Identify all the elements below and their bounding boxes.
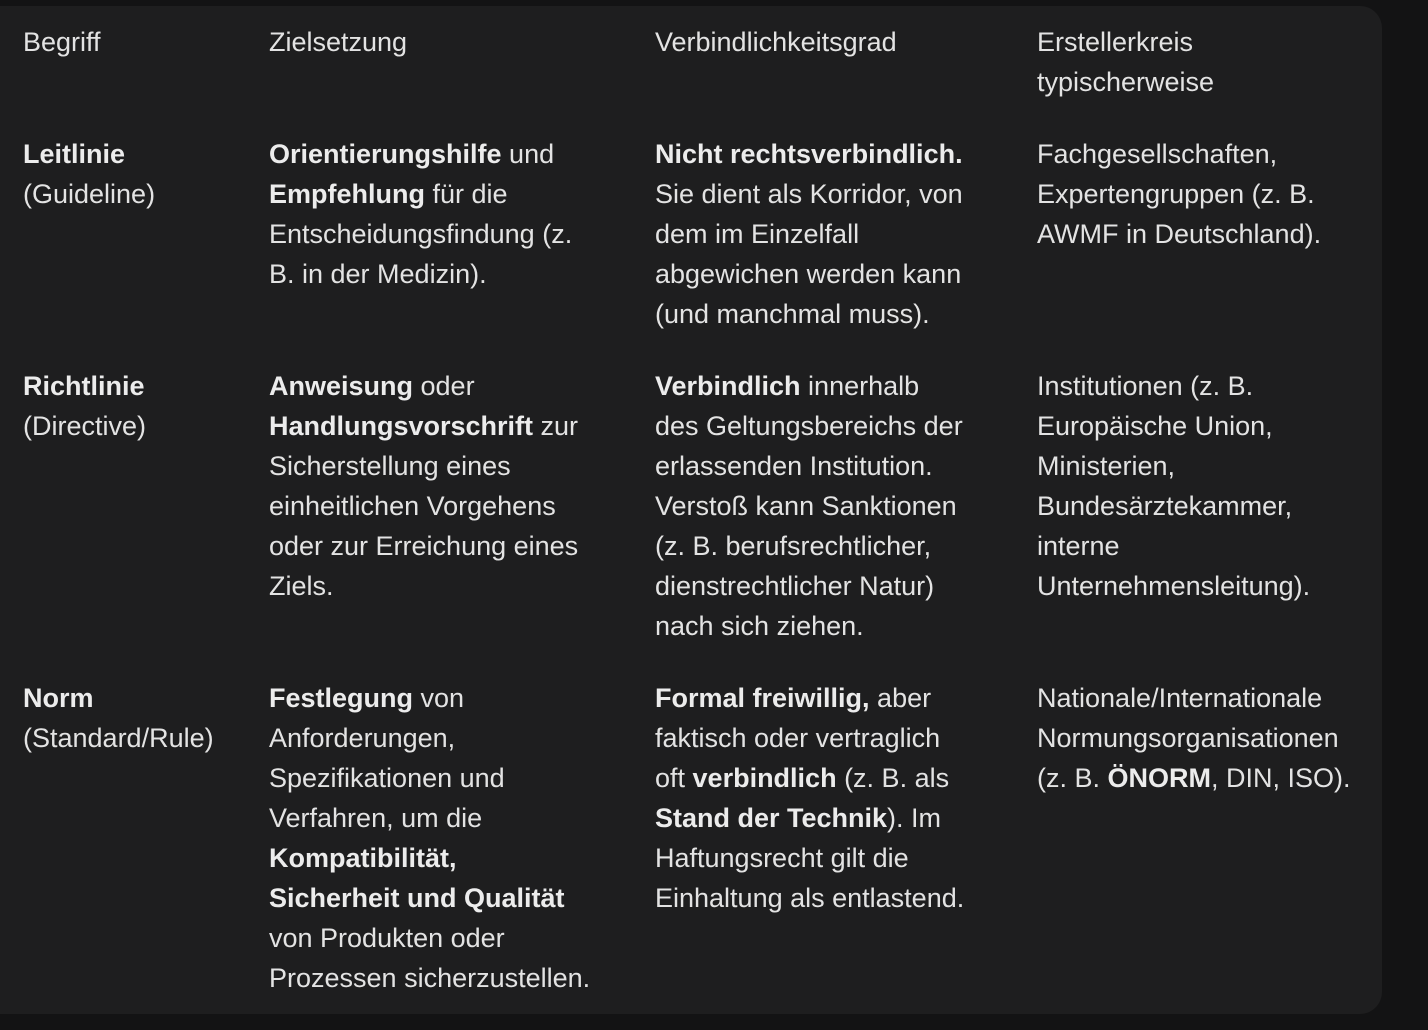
text: (z. B. — [1037, 763, 1108, 793]
cell-line — [1037, 678, 1368, 718]
text: des Geltungsbereichs der — [655, 411, 963, 441]
table-row — [23, 134, 1368, 334]
cell-line — [269, 254, 645, 294]
cell-line — [655, 566, 1027, 606]
text: B. in der Medizin). — [269, 259, 487, 289]
text: Verfahren, um die — [269, 803, 483, 833]
text: Anforderungen, — [269, 723, 456, 753]
text: (z. B. berufsrechtlicher, — [655, 531, 932, 561]
cell-line — [655, 758, 1027, 798]
text: Nationale/Internationale — [1037, 683, 1323, 713]
bold-text: Kompatibilität, — [269, 843, 457, 873]
table-row — [23, 678, 1368, 998]
cell-line — [655, 254, 1027, 294]
cell-erstellerkreis — [1037, 134, 1368, 254]
cell-line — [269, 718, 645, 758]
cell-line — [1037, 566, 1368, 606]
bold-text: Norm — [23, 683, 94, 713]
bold-text: Leitlinie — [23, 139, 126, 169]
cell-line — [269, 798, 645, 838]
header-erstellerkreis: Erstellerkreis typischerweise — [1037, 27, 1215, 97]
cell-line — [269, 526, 645, 566]
cell-zielsetzung — [269, 678, 655, 998]
text: Normungsorganisationen — [1037, 723, 1339, 753]
cell-line — [655, 294, 1027, 334]
text: Europäische Union, — [1037, 411, 1273, 441]
text: von — [413, 683, 465, 713]
header-begriff: Begriff — [23, 27, 101, 57]
text: innerhalb — [800, 371, 920, 401]
text: Institutionen (z. B. — [1037, 371, 1254, 401]
text: oft — [655, 763, 693, 793]
table-row — [23, 366, 1368, 646]
cell-begriff — [23, 678, 269, 758]
cell-line — [269, 958, 645, 998]
cell-line — [655, 526, 1027, 566]
cell-zielsetzung — [269, 134, 655, 294]
bold-text: Sicherheit und Qualität — [269, 883, 565, 913]
text: faktisch oder vertraglich — [655, 723, 941, 753]
text: (Standard/Rule) — [23, 723, 214, 753]
cell-line — [269, 214, 645, 254]
bold-text: Handlungsvorschrift — [269, 411, 534, 441]
comparison-table — [23, 22, 1368, 1030]
cell-begriff — [23, 366, 269, 446]
text: , DIN, ISO). — [1211, 763, 1351, 793]
text: Bundesärztekammer, — [1037, 491, 1293, 521]
cell-line — [269, 918, 645, 958]
text: für die — [425, 179, 508, 209]
bold-text: ÖNORM — [1107, 763, 1212, 793]
bold-text: verbindlich — [692, 763, 837, 793]
text: Entscheidungsfindung (z. — [269, 219, 573, 249]
text: Ziels. — [269, 571, 334, 601]
text: (und manchmal muss). — [655, 299, 930, 329]
cell-verbindlichkeitsgrad — [655, 678, 1037, 918]
text: dienstrechtlicher Natur) — [655, 571, 935, 601]
cell-verbindlichkeitsgrad — [655, 134, 1037, 334]
cell-line — [269, 838, 645, 878]
cell-line — [1037, 446, 1368, 486]
cell-verbindlichkeitsgrad — [655, 366, 1037, 646]
text: Prozessen sicherzustellen. — [269, 963, 591, 993]
text: AWMF in Deutschland). — [1037, 219, 1322, 249]
text: zur — [533, 411, 579, 441]
cell-line — [269, 486, 645, 526]
text: oder zur Erreichung eines — [269, 531, 579, 561]
cell-line — [1037, 214, 1368, 254]
cell-line — [23, 174, 259, 214]
text: abgewichen werden kann — [655, 259, 962, 289]
cell-line — [655, 486, 1027, 526]
cell-line — [23, 406, 259, 446]
bold-text: Empfehlung — [269, 179, 425, 209]
text: von Produkten oder — [269, 923, 505, 953]
bold-text: Festlegung — [269, 683, 414, 713]
text: ). Im — [887, 803, 942, 833]
cell-line — [655, 718, 1027, 758]
cell-line — [269, 566, 645, 606]
text: Einhaltung als entlastend. — [655, 883, 965, 913]
text: aber — [869, 683, 932, 713]
cell-line — [269, 878, 645, 918]
bold-text: Orientierungshilfe — [269, 139, 502, 169]
cell-line — [1037, 486, 1368, 526]
text: (Directive) — [23, 411, 147, 441]
cell-line — [655, 838, 1027, 878]
cell-line — [655, 678, 1027, 718]
bold-text: Richtlinie — [23, 371, 145, 401]
text: und — [501, 139, 555, 169]
cell-begriff — [23, 134, 269, 214]
cell-line — [269, 758, 645, 798]
cell-line — [269, 446, 645, 486]
cell-line — [655, 798, 1027, 838]
text: Haftungsrecht gilt die — [655, 843, 909, 873]
cell-line — [655, 878, 1027, 918]
cell-line — [655, 174, 1027, 214]
bold-text: Formal freiwillig, — [655, 683, 870, 713]
bold-text: Verbindlich — [655, 371, 801, 401]
cell-line — [655, 366, 1027, 406]
text: dem im Einzelfall — [655, 219, 860, 249]
cell-erstellerkreis — [1037, 678, 1368, 798]
text: Fachgesellschaften, — [1037, 139, 1278, 169]
text: (z. B. als — [836, 763, 950, 793]
text: Sicherstellung eines — [269, 451, 511, 481]
table-body — [23, 134, 1368, 998]
cell-zielsetzung — [269, 366, 655, 606]
header-verbindlichkeitsgrad: Verbindlichkeitsgrad — [655, 27, 897, 57]
text: nach sich ziehen. — [655, 611, 864, 641]
text: interne — [1037, 531, 1120, 561]
cell-line — [269, 406, 645, 446]
cell-line — [1037, 134, 1368, 174]
text: Verstoß kann Sanktionen — [655, 491, 957, 521]
text: Sie dient als Korridor, von — [655, 179, 963, 209]
bold-text: Anweisung — [269, 371, 414, 401]
cell-line — [23, 678, 259, 718]
cell-line — [1037, 526, 1368, 566]
cell-line — [655, 606, 1027, 646]
cell-line — [269, 174, 645, 214]
cell-line — [269, 678, 645, 718]
cell-line — [269, 134, 645, 174]
cell-line — [1037, 406, 1368, 446]
cell-line — [23, 718, 259, 758]
header-zielsetzung: Zielsetzung — [269, 27, 408, 57]
text: oder — [413, 371, 475, 401]
cell-line — [655, 406, 1027, 446]
table-panel — [0, 6, 1382, 1014]
text: einheitlichen Vorgehens — [269, 491, 556, 521]
cell-line — [269, 366, 645, 406]
text: Expertengruppen (z. B. — [1037, 179, 1315, 209]
cell-line — [1037, 718, 1368, 758]
cell-line — [655, 446, 1027, 486]
cell-erstellerkreis — [1037, 366, 1368, 606]
cell-line — [1037, 758, 1368, 798]
text: Unternehmensleitung). — [1037, 571, 1311, 601]
cell-line — [23, 134, 259, 174]
cell-line — [655, 214, 1027, 254]
cell-line — [655, 134, 1027, 174]
cell-line — [1037, 174, 1368, 214]
bold-text: Stand der Technik — [655, 803, 888, 833]
text: (Guideline) — [23, 179, 156, 209]
text: erlassenden Institution. — [655, 451, 933, 481]
bold-text: Nicht rechtsverbindlich. — [655, 139, 963, 169]
table-header-row — [23, 22, 1368, 102]
cell-line — [23, 366, 259, 406]
text: Ministerien, — [1037, 451, 1176, 481]
cell-line — [1037, 366, 1368, 406]
text: Spezifikationen und — [269, 763, 505, 793]
